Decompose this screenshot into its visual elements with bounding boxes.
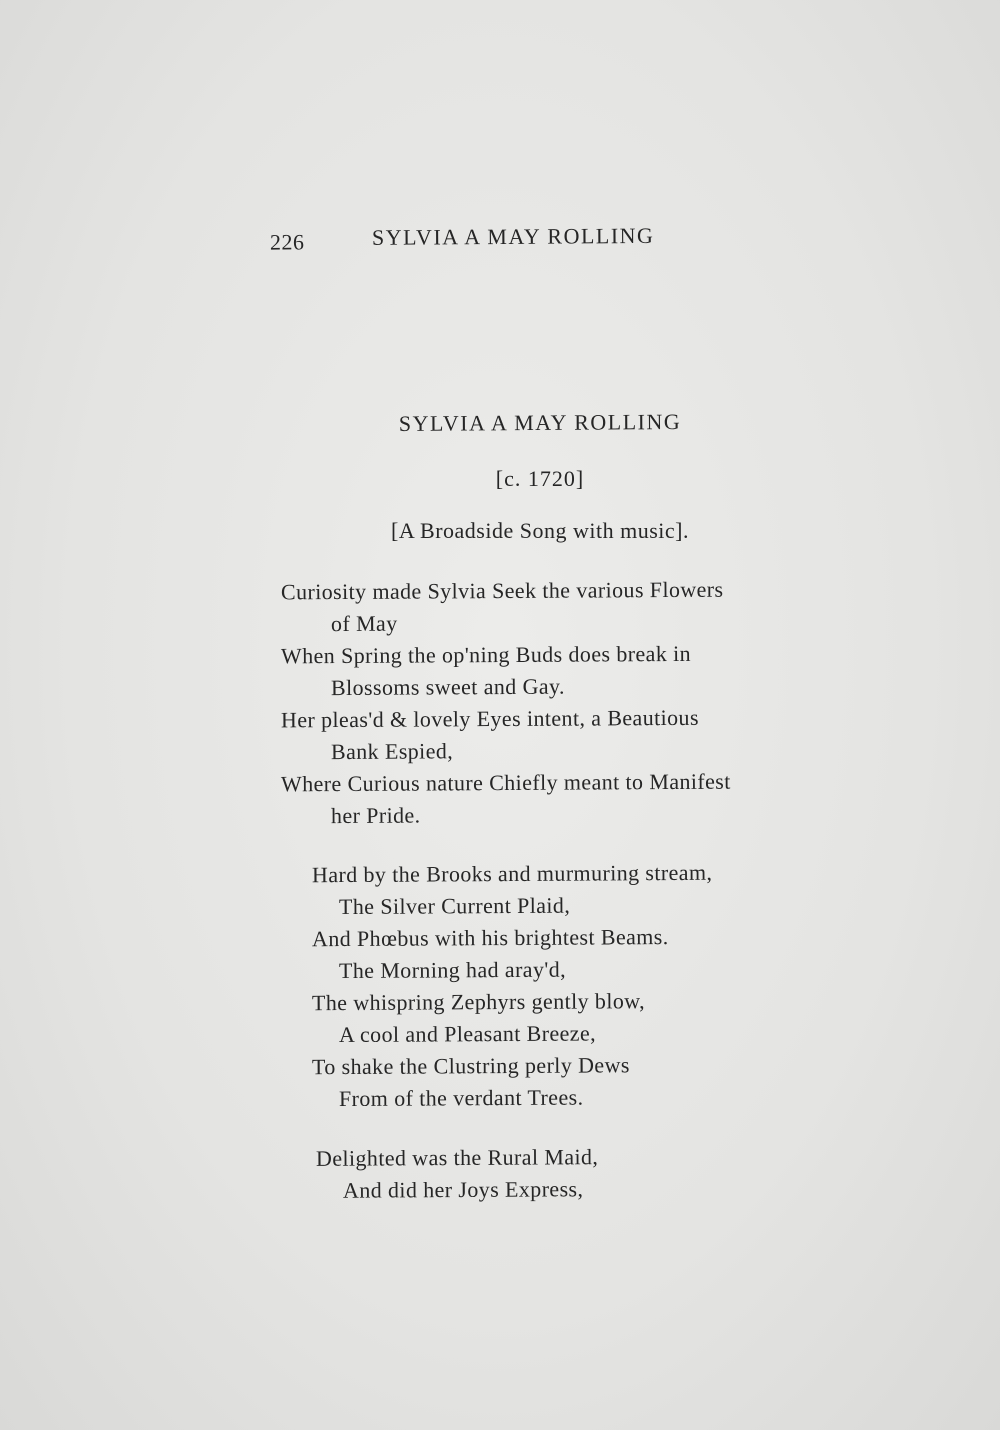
verse-line: The Morning had aray'd, xyxy=(338,956,567,984)
running-title: SYLVIA A MAY ROLLING xyxy=(371,222,655,250)
verse-line: Delighted was the Rural Maid, xyxy=(315,1144,599,1171)
verse-line: Where Curious nature Chiefly meant to Manifest xyxy=(280,768,731,797)
verse-line: From of the verdant Trees. xyxy=(338,1084,584,1112)
verse-line: A cool and Pleasant Breeze, xyxy=(338,1020,597,1048)
verse-line: Blossoms sweet and Gay. xyxy=(330,673,565,701)
poem-note-text: [A Broadside Song with music]. xyxy=(391,518,689,543)
poem-note xyxy=(280,518,800,544)
verse-line: And Phœbus with his brightest Beams. xyxy=(311,924,669,952)
verse-line: Hard by the Brooks and murmuring stream, xyxy=(311,859,713,888)
poem-title: SYLVIA A MAY ROLLING xyxy=(398,409,682,436)
poem-date-text: [c. 1720] xyxy=(495,466,585,491)
verse-line: Curiosity made Sylvia Seek the various Flowers xyxy=(280,576,724,605)
verse-line: her Pride. xyxy=(330,802,421,829)
poem-date xyxy=(280,466,800,492)
verse-line: Her pleas'd & lovely Eyes intent, a Beautious xyxy=(280,704,699,733)
verse-line: Bank Espied, xyxy=(330,738,454,765)
stanza-2 xyxy=(312,858,712,1114)
verse-line: The Silver Current Plaid, xyxy=(338,892,571,920)
page-number: 226 xyxy=(269,229,305,255)
verse-line: The whispring Zephyrs gently blow, xyxy=(311,988,646,1016)
verse-line: And did her Joys Express, xyxy=(342,1176,584,1203)
running-head xyxy=(270,222,730,261)
stanza-1 xyxy=(281,575,731,831)
verse-line: of May xyxy=(330,610,398,637)
verse-line: To shake the Clustring perly Dews xyxy=(311,1052,630,1080)
stanza-3 xyxy=(316,1142,598,1206)
verse-line: When Spring the op'ning Buds does break in xyxy=(280,640,692,669)
